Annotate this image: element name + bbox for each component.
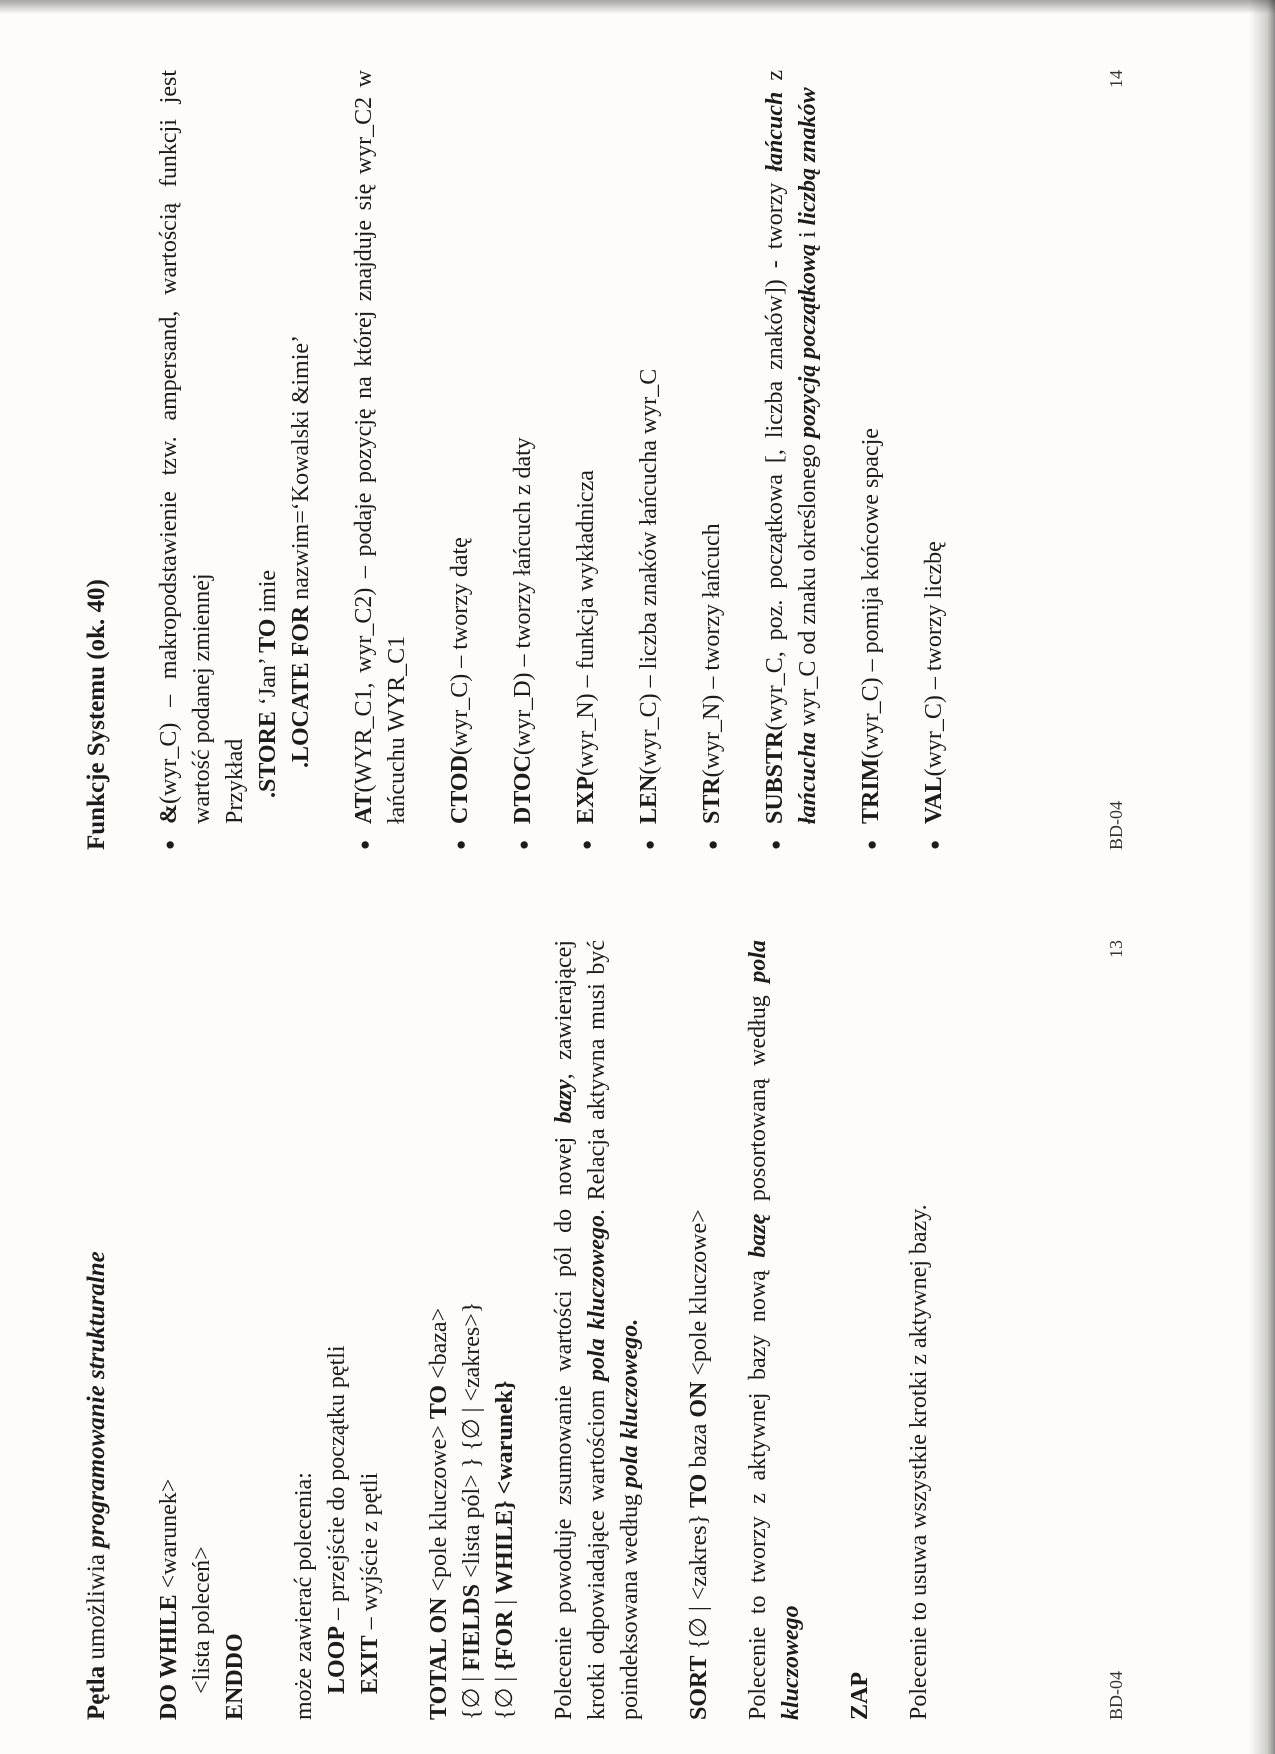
total-desc-key-2: pola kluczowego. (617, 1318, 643, 1489)
total-desc-base: bazy (551, 1079, 577, 1124)
str-keyword: STR (699, 777, 725, 824)
list-item (348, 70, 414, 850)
dtoc-description: (wyr_D) – tworzy łańcuch z daty (510, 437, 536, 756)
loop-description: – przejście do początku pętli (324, 1345, 350, 1626)
right-page (80, 70, 1126, 850)
list-item (570, 70, 603, 850)
list-item (153, 70, 318, 850)
substr-desc-3: wyr_C od znaku określonego (795, 438, 821, 732)
substr-chain-of: łańcucha (795, 731, 821, 824)
loop-intro-emphasis: programowanie strukturalne (83, 1251, 110, 1548)
while-keyword: WHILE} (492, 1500, 518, 1594)
scan-edge-right (1249, 0, 1275, 1754)
total-base: <baza> (426, 1307, 452, 1385)
loop-intro (80, 940, 113, 1720)
trim-keyword: TRIM (858, 758, 884, 824)
store-value: ‘Jan’ (255, 652, 281, 712)
val-description: (wyr_C) – tworzy liczbę (921, 541, 947, 777)
substr-desc-2: z (762, 70, 788, 92)
total-description (548, 940, 647, 1720)
substr-desc-4: i (795, 225, 821, 245)
sort-on-keyword: ON (686, 1381, 712, 1418)
for-keyword: {FOR (492, 1610, 518, 1671)
loop-word: Pętla (83, 1665, 110, 1720)
sort-base: baza (686, 1417, 712, 1474)
functions-list (153, 70, 951, 850)
total-desc-2: , zawierającej krotki odpowiadające wartościom (551, 940, 610, 1720)
store-keyword: .STORE (255, 711, 281, 798)
list-item (696, 70, 729, 850)
left-footer-label: BD-04 (1106, 1671, 1126, 1720)
fields-keyword: FIELDS (459, 1584, 485, 1671)
do-while-keyword: DO WHILE (156, 1594, 182, 1720)
right-page-number: 14 (1106, 70, 1126, 88)
left-page-number: 13 (1106, 940, 1126, 958)
left-page (80, 940, 1126, 1720)
ctod-keyword: CTOD (447, 755, 473, 824)
sort-key-field: <pole kluczowe> (686, 1209, 712, 1382)
do-while-body: <lista poleceń> (189, 1546, 215, 1694)
total-empty-1: {∅ (459, 1687, 485, 1720)
substr-start-pos: pozycją początkową (795, 244, 821, 439)
ctod-description: (wyr_C) – tworzy datę (447, 537, 473, 756)
val-keyword: VAL (921, 776, 947, 824)
at-description: (WYR_C1, wyr_C2) – podaje pozycję na której znajduje się wyr_C2 w łańcuchu WYR_C1 (351, 70, 410, 824)
total-desc-1: Polecenie powoduje zsumowanie wartości pól do nowej (551, 1123, 577, 1720)
total-desc-key: pola kluczowego (584, 1215, 610, 1381)
locate-keyword: .LOCATE FOR (288, 605, 314, 768)
example-label: Przykład (222, 738, 248, 824)
exit-description: – wyjście z pętli (357, 1472, 383, 1636)
list-item (855, 70, 888, 850)
substr-desc-1: (wyr_C, poz. początkowa [, liczba znaków]) - tworzy (762, 171, 788, 731)
zap-description: Polecenie to usuwa wszystkie krotki z aktywnej bazy. (906, 1204, 932, 1720)
enddo-keyword: ENDDO (222, 1633, 248, 1720)
total-desc-3: . Relacja aktywna musi być poindeksowana według (584, 940, 643, 1720)
total-on-keyword: TOTAL ON (426, 1597, 452, 1720)
at-keyword: AT (351, 792, 377, 824)
dtoc-keyword: DTOC (510, 755, 536, 824)
trim-description: (wyr_C) – pomija końcowe spacje (858, 428, 884, 759)
list-item (918, 70, 951, 850)
sort-desc-2: posortowaną według (745, 982, 771, 1214)
exit-keyword: EXIT (357, 1635, 383, 1694)
total-empty-2: {∅ (492, 1687, 518, 1720)
substr-char-count: liczbą znaków (795, 87, 821, 226)
len-description: (wyr_C) – liczba znaków łańcucha wyr_C (636, 368, 662, 775)
loop-commands (288, 940, 387, 1720)
sort-desc-key: pola kluczowego (745, 940, 804, 1720)
substr-keyword: SUBSTR (762, 730, 788, 824)
sort-desc-1: Polecenie to tworzy z aktywnej bazy nową (745, 1257, 771, 1720)
total-range: <zakres>} (459, 1301, 485, 1408)
total-syntax: TOTAL ON <pole kluczowe> TO <baza> {∅ | FIELDS <lista pól> } {∅ | <zakres>} {∅ | {FOR | WHILE} <warunek} (426, 1301, 518, 1720)
sort-desc-base: bazę (745, 1213, 771, 1258)
do-while-syntax (153, 940, 252, 1720)
list-item (444, 70, 477, 850)
str-description: (wyr_N) – tworzy łańcuch (699, 523, 725, 778)
zap-syntax (844, 940, 877, 1720)
right-footer-label: BD-04 (1106, 801, 1126, 850)
sort-syntax: SORT {∅ | <zakres} TO baza ON <pole kluczowe> (686, 1209, 712, 1720)
can-contain-text: może zawierać polecenia: (291, 1472, 317, 1720)
total-fields-list: <lista pól> } {∅ (459, 1418, 485, 1585)
store-to-keyword: TO (255, 618, 281, 653)
sort-to-keyword: TO (686, 1473, 712, 1508)
loop-keyword: LOOP (324, 1625, 350, 1694)
zap-keyword: ZAP (847, 1672, 873, 1720)
sort-description (742, 940, 808, 1720)
amp-keyword: & (156, 804, 182, 824)
sort-empty: {∅ (686, 1617, 712, 1656)
store-var: imie (255, 569, 281, 619)
sort-range: <zakres} (686, 1507, 712, 1607)
rotated-spread (60, 20, 1190, 1720)
list-item (633, 70, 666, 850)
scan-edge-top (0, 0, 1275, 14)
amp-description: (wyr_C) – makropodstawienie tzw. ampersand, wartością funkcji jest wartość podanej zmiennej (156, 70, 215, 824)
total-condition: <warunek} (492, 1380, 518, 1495)
list-item (759, 70, 825, 850)
functions-heading: Funkcje Systemu (ok. 40) (83, 579, 110, 850)
loop-intro-text: umożliwia (83, 1547, 110, 1666)
exp-keyword: EXP (573, 776, 599, 824)
list-item (507, 70, 540, 850)
locate-condition: nazwim=‘Kowalski &imie’ (288, 334, 314, 606)
substr-chain: łańcuch (762, 91, 788, 172)
do-while-condition: <warunek> (156, 1478, 182, 1595)
sort-keyword: SORT (686, 1655, 712, 1720)
total-to-keyword: TO (426, 1384, 452, 1420)
len-keyword: LEN (636, 774, 662, 824)
exp-description: (wyr_N) – funkcja wykładnicza (573, 470, 599, 776)
total-key-field: <pole kluczowe> (426, 1419, 452, 1598)
